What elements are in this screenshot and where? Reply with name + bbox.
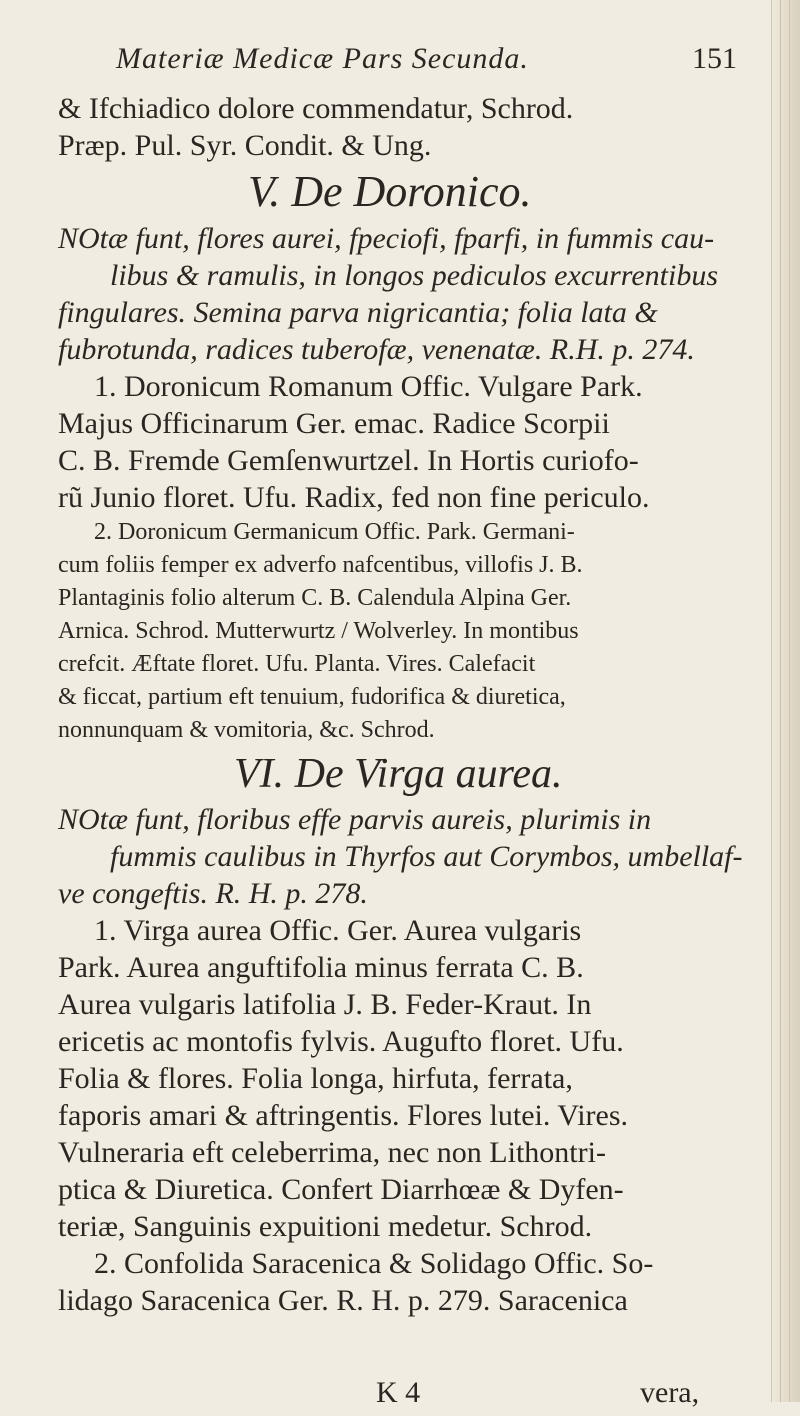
page-edge-line [780,0,781,1402]
page-footer [58,1376,758,1416]
text-line: & Ifchiadico dolore commendatur, Schrod. [58,92,574,125]
section-heading: VI. De Virga aurea. [234,751,563,797]
page-number: 151 [692,42,737,75]
text-line: NOtæ funt, floribus effe parvis aureis, plurimis in [58,803,652,836]
text-line: Park. Aurea anguftifolia minus ferrata C. B. [58,951,584,984]
text-line: libus & ramulis, in longos pediculos excurrentibus [110,259,719,292]
text-line: Aurea vulgaris latifolia J. B. Feder-Kraut. In [58,988,592,1021]
text-line: Majus Officinarum Ger. emac. Radice Scorpii [58,407,610,440]
text-line: fubrotunda, radices tuberofæ, venenatæ. R.H. p. 274. [58,333,695,366]
section-heading: V. De Doronico. [248,167,532,216]
page-body [58,90,758,1319]
text-line: 2. Doronicum Germanicum Offic. Park. Germani- [94,519,575,545]
text-line: faporis amari & aftringentis. Flores lutei. Vires. [58,1099,629,1132]
text-line: nonnunquam & vomitoria, &c. Schrod. [58,717,435,743]
text-line: 1. Doronicum Romanum Offic. Vulgare Park. [94,370,643,403]
text-line: Vulneraria eft celeberrima, nec non Lithontri- [58,1136,606,1169]
text-line: ve congeftis. R. H. p. 278. [58,877,368,910]
text-line: C. B. Fremde Gemſenwurtzel. In Hortis curiofo- [58,444,639,477]
text-line: & ficcat, partium eft tenuium, fudorifica & diuretica, [58,684,566,710]
text-line: Folia & flores. Folia longa, hirfuta, ferrata, [58,1062,573,1095]
book-page [58,40,758,1409]
text-line: Præp. Pul. Syr. Condit. & Ung. [58,129,432,162]
text-line: cum foliis femper ex adverfo nafcentibus, villofis J. B. [58,552,583,578]
text-line: 2. Confolida Saracenica & Solidago Offic. So- [94,1247,654,1280]
catchword: vera, [640,1376,700,1409]
page-edge [771,0,800,1402]
text-line: Plantaginis folio alterum C. B. Calendula Alpina Ger. [58,585,572,611]
text-line: rũ Junio floret. Ufu. Radix, fed non fine periculo. [58,481,650,514]
text-line: teriæ, Sanguinis expuitioni medetur. Schrod. [58,1210,593,1243]
text-line: NOtæ funt, flores aurei, fpeciofi, fparfi, in fummis cau- [58,222,715,255]
running-title: Materiæ Medicæ Pars Secunda. [116,42,529,75]
page-header [58,40,758,90]
page-edge-line [789,0,790,1402]
text-line: ptica & Diuretica. Confert Diarrhœæ & Dyfen- [58,1173,624,1206]
text-line: ericetis ac montofis fylvis. Augufto floret. Ufu. [58,1025,624,1058]
text-line: fingulares. Semina parva nigricantia; folia lata & [58,296,658,329]
signature-mark: K 4 [376,1376,421,1409]
text-line: Arnica. Schrod. Mutterwurtz / Wolverley. In montibus [58,618,579,644]
text-line: lidago Saracenica Ger. R. H. p. 279. Saracenica [58,1284,628,1317]
text-line: crefcit. Æftate floret. Ufu. Planta. Vires. Calefacit [58,651,536,677]
text-line: fummis caulibus in Thyrfos aut Corymbos, umbellaf- [110,840,743,873]
text-line: 1. Virga aurea Offic. Ger. Aurea vulgaris [94,914,582,947]
